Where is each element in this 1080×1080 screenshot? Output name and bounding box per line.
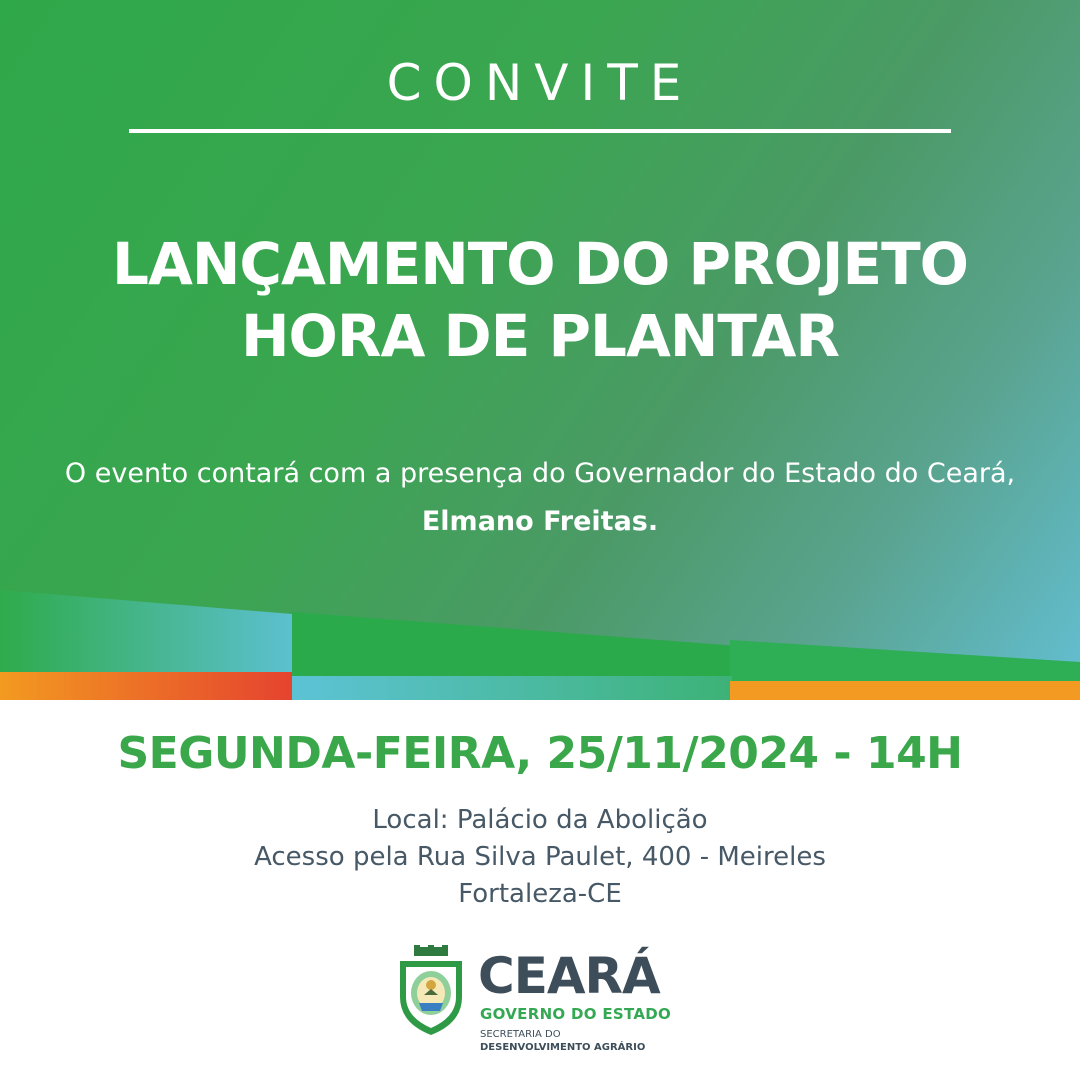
event-description [60,450,1020,546]
event-title-line2: HORA DE PLANTAR [240,302,840,370]
governor-name: Elmano Freitas. [421,506,659,537]
logo-secretariat-line1: SECRETARIA DO [480,1029,561,1040]
logo-government: GOVERNO DO ESTADO [480,1005,672,1023]
invite-heading: CONVITE [386,54,694,112]
right-green-shape [730,640,1080,684]
logo-secretariat-line2: DESENVOLVIMENTO AGRÁRIO [480,1042,646,1053]
teal-strip [292,676,732,700]
government-logo [396,945,696,1065]
orange-strip [730,681,1080,700]
event-location [0,802,1080,913]
event-title-line1: LANÇAMENTO DO PROJETO [112,230,968,298]
logo-state-name: CEARÁ [478,947,660,1005]
ceara-coat-of-arms-icon [396,945,466,1037]
location-line3: Fortaleza-CE [458,879,622,909]
orange-red-strip [0,672,292,700]
event-date-time: SEGUNDA-FEIRA, 25/11/2024 - 14H [117,728,963,779]
location-line1: Local: Palácio da Abolição [372,805,708,835]
left-color-band [0,590,292,672]
heading-divider [129,129,951,133]
location-line2: Acesso pela Rua Silva Paulet, 400 - Meireles [254,842,826,872]
description-text: O evento contará com a presença do Governador do Estado do Ceará, [64,458,1016,489]
event-title [40,228,1040,372]
